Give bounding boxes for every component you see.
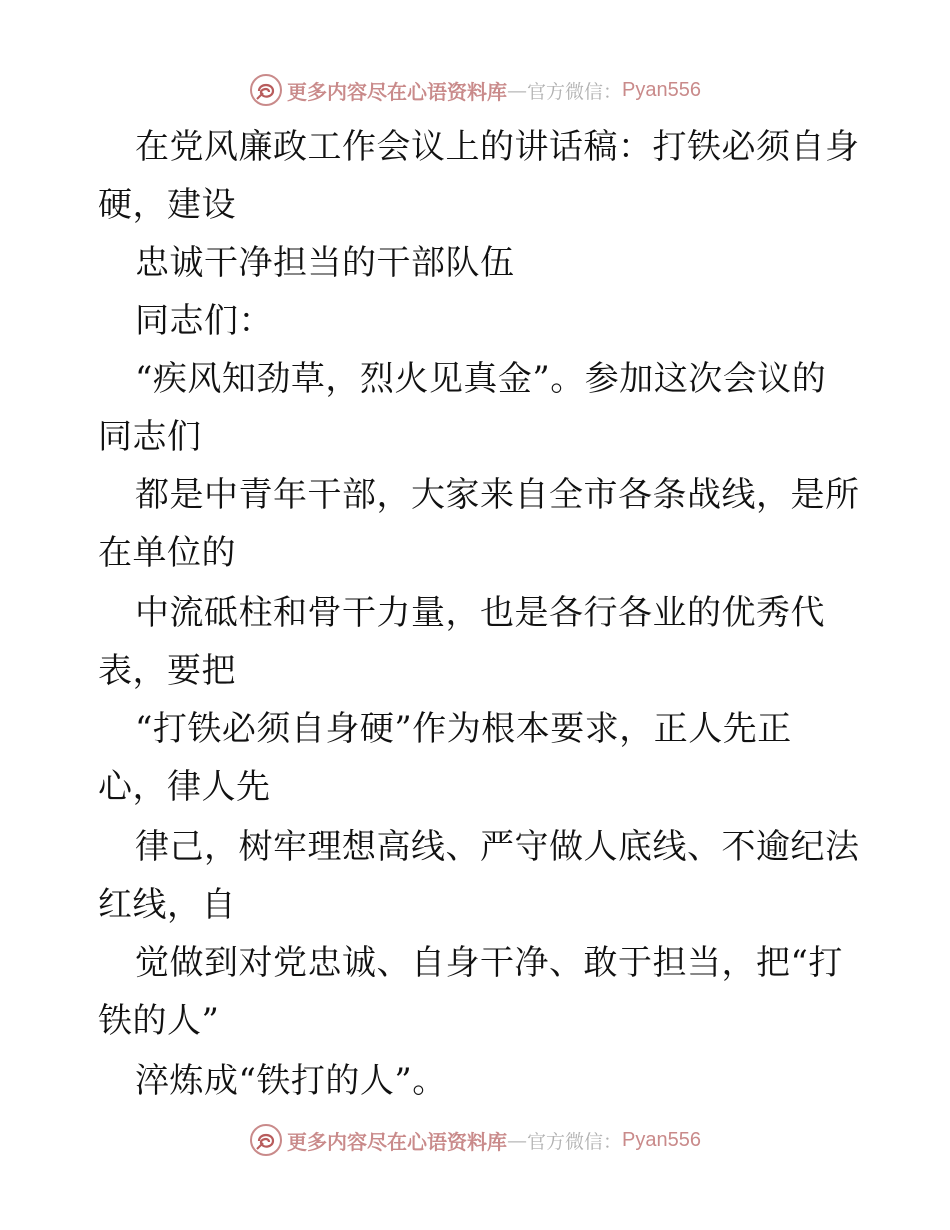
- watermark-text: 更多内容尽在心语资料库: [287, 1129, 507, 1154]
- rose-logo-icon: [249, 1123, 283, 1157]
- paragraph-line: 表，要把: [98, 651, 236, 691]
- paragraph-line: 在单位的: [98, 533, 236, 573]
- title-line-3: 忠诚干净担当的干部队伍: [135, 243, 515, 283]
- paragraph-line: 律己，树牢理想高线、严守做人底线、不逾纪法: [135, 827, 860, 867]
- salutation: 同志们：: [135, 301, 273, 341]
- paragraph-line: “打铁必须自身硬”作为根本要求，正人先正: [135, 709, 792, 749]
- watermark-separator: —: [507, 1128, 527, 1152]
- paragraph-line: 都是中青年干部，大家来自全市各条战线，是所: [135, 475, 860, 515]
- footer-watermark: [0, 1120, 950, 1160]
- title-line-2: 硬，建设: [98, 185, 236, 225]
- rose-logo-icon: [249, 73, 283, 107]
- watermark-official-label: 官方微信：: [527, 1130, 623, 1153]
- watermark-wechat-id: Pyan556: [622, 1128, 701, 1151]
- paragraph-line: 中流砥柱和骨干力量，也是各行各业的优秀代: [135, 593, 825, 633]
- title-line-1: 在党风廉政工作会议上的讲话稿：打铁必须自身: [135, 127, 860, 167]
- paragraph-line: 心，律人先: [98, 767, 271, 807]
- watermark-official-label: 官方微信：: [527, 80, 623, 103]
- paragraph-line: 同志们: [98, 417, 202, 457]
- header-watermark: [0, 70, 950, 110]
- watermark-wechat-id: Pyan556: [622, 78, 701, 101]
- paragraph-line: “疾风知劲草，烈火见真金”。参加这次会议的: [135, 359, 827, 399]
- watermark-separator: —: [507, 78, 527, 102]
- paragraph-line: 觉做到对党忠诚、自身干净、敢于担当，把“打: [135, 943, 843, 983]
- paragraph-line: 红线，自: [98, 885, 236, 925]
- paragraph-line: 淬炼成“铁打的人”。: [135, 1061, 447, 1101]
- paragraph-line: 铁的人”: [98, 1001, 220, 1041]
- watermark-text: 更多内容尽在心语资料库: [287, 79, 507, 104]
